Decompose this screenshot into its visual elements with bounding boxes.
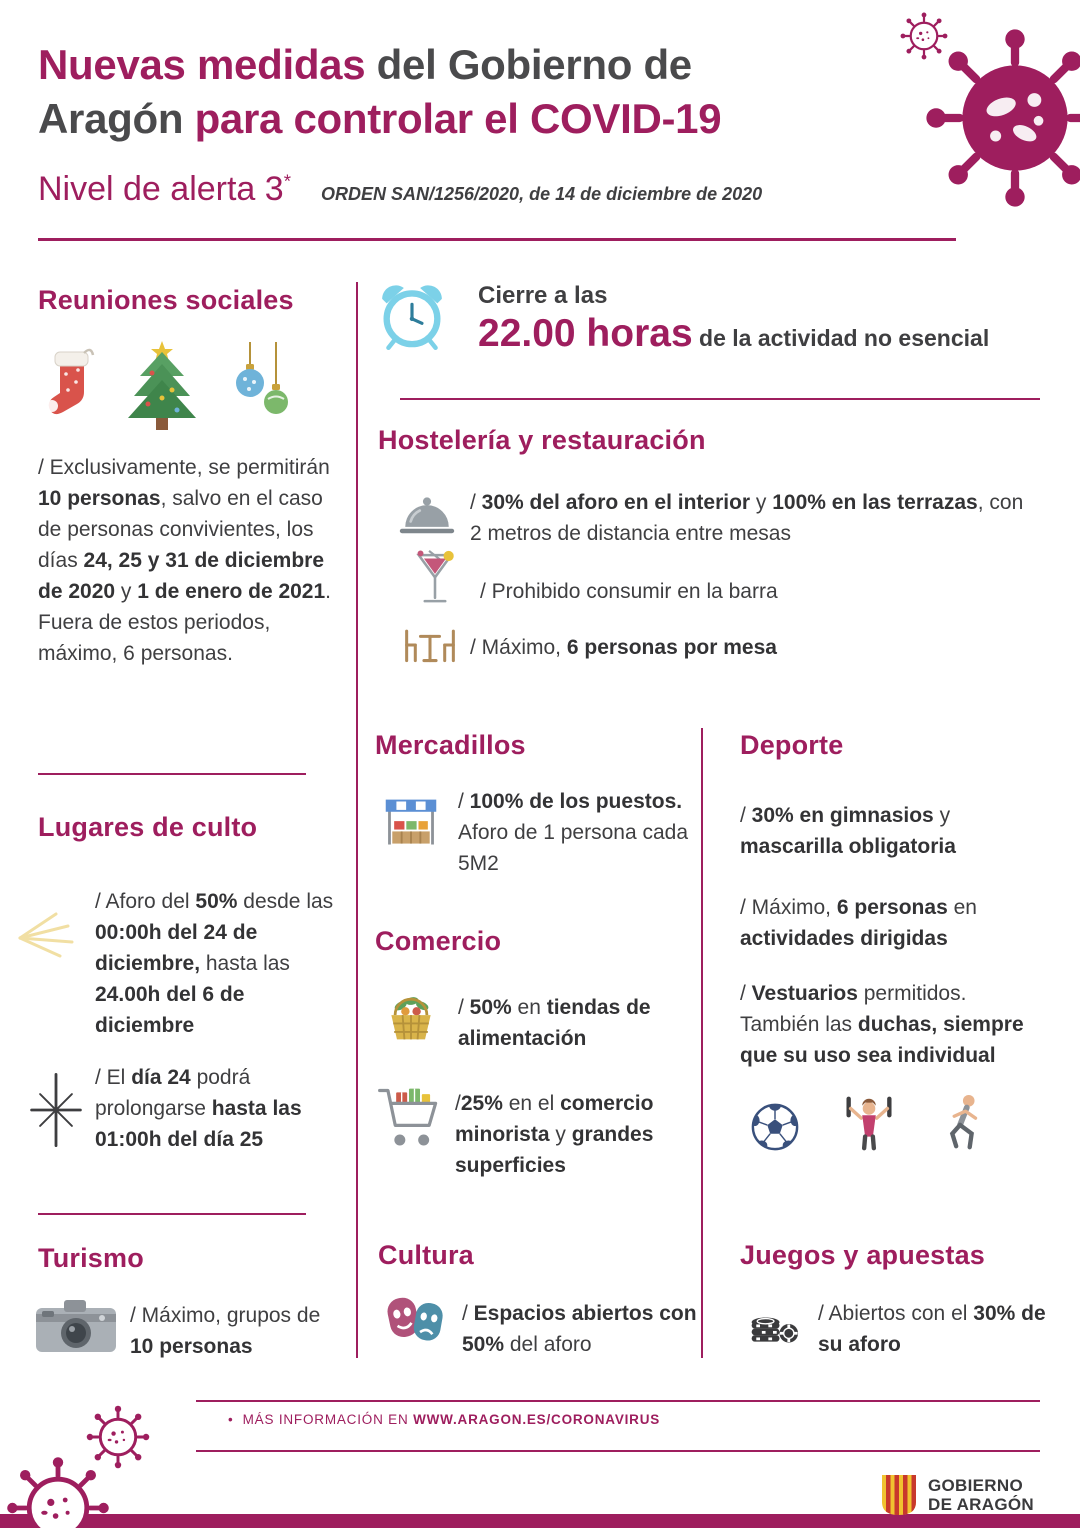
section-title-juegos: Juegos y apuestas [740,1240,986,1270]
virus-icon [925,28,1080,208]
logo-line-1: GOBIERNO [928,1476,1023,1495]
closing-time-block [478,282,1048,356]
soccer-ball-icon [750,1102,800,1152]
column-divider-right [701,728,703,1358]
culto-item-1: / Aforo del 50% desde las 00:00h del 24 de diciembre, hasta las 24.00h del 6 de diciembre [95,890,334,1037]
culto-item-2: / El día 24 podrá prolongarse hasta las 01:00h del día 25 [95,1066,302,1151]
closing-divider [400,398,1040,400]
section-title-turismo: Turismo [38,1243,144,1273]
column-divider-left [356,282,358,1358]
section-title-cultura: Cultura [378,1240,474,1270]
hosteleria-item-1: / 30% del aforo en el interior y 100% en las terrazas, con 2 metros de distancia entre mesas [470,491,1024,545]
gobierno-aragon-logo [880,1474,1034,1516]
christmas-tree-icon [122,338,202,433]
deporte-item-2: / Máximo, 6 personas en actividades dirigidas [740,896,977,950]
closing-time: 22.00 horas [478,312,693,355]
hosteleria-item-3: / Máximo, 6 personas por mesa [470,636,777,659]
market-stall-icon [382,793,440,853]
footer-divider-bottom [196,1450,1040,1452]
theater-masks-icon [382,1292,448,1348]
virus-footer-large-icon [6,1456,110,1528]
left-divider-1 [38,773,306,775]
cocktail-glass-icon [412,548,458,610]
logo-text [928,1476,1034,1514]
bottom-bar [0,1514,1080,1528]
section-title-culto: Lugares de culto [38,812,258,842]
runner-icon [932,1092,990,1154]
shopping-cart-icon [376,1082,442,1154]
table-and-chairs-icon [398,622,462,668]
section-title-hosteleria: Hostelería y restauración [378,425,706,455]
star-sparkle-icon [26,1070,86,1150]
food-basket-icon [382,986,440,1046]
cultura-item-1: / Espacios abiertos con 50% del aforo [462,1302,697,1356]
reuniones-body: / Exclusivamente, se permitirán 10 personas, salvo en el caso de personas convivientes, los días 24, 25 y 31 de diciembre de 2020 y 1 de enero de 2021. Fuera de estos periodos, máximo, 6 personas. [38,456,332,665]
christmas-ornaments-icon [222,338,297,433]
footer-info: • MÁS INFORMACIÓN EN WWW.ARAGON.ES/CORONAVIRUS [228,1412,661,1427]
serving-dome-icon [398,492,456,540]
weightlifter-icon [838,1092,900,1154]
order-reference: ORDEN SAN/1256/2020, de 14 de diciembre de 2020 [320,184,763,204]
aragon-coat-of-arms-icon [880,1474,918,1516]
comercio-item-1: / 50% en tiendas de alimentación [458,996,651,1050]
page-title: Nuevas medidas del Gobierno de Aragón para controlar el COVID-19 [38,41,722,142]
footer-divider-top [196,1400,1040,1402]
left-divider-2 [38,1213,306,1215]
camera-icon [34,1296,118,1358]
alarm-clock-icon [374,278,450,356]
poker-chips-icon [744,1298,802,1350]
closing-line-2 [478,312,1048,356]
alert-level-row [38,170,938,209]
juegos-item-1: / Abiertos con el 30% de su aforo [818,1302,1046,1356]
alert-level: Nivel de alerta 3* [38,170,291,208]
logo-line-2: DE ARAGÓN [928,1495,1034,1514]
mercadillos-item-1: / 100% de los puestos. Aforo de 1 persona cada 5M2 [458,790,688,875]
alert-asterisk: * [283,170,291,192]
section-title-mercadillos: Mercadillos [375,730,526,760]
section-title-reuniones: Reuniones sociales [38,285,294,315]
section-title-deporte: Deporte [740,730,844,760]
turismo-item-1: / Máximo, grupos de 10 personas [130,1304,321,1358]
deporte-item-1: / 30% en gimnasios y mascarilla obligatoria [740,804,956,858]
sun-rays-icon [14,906,94,966]
deporte-item-3: / Vestuarios permitidos. También las duchas, siempre que su uso sea individual [740,982,1024,1067]
closing-suffix: de la actividad no esencial [692,325,990,351]
header-divider [38,238,956,241]
christmas-stocking-icon [38,342,108,437]
hosteleria-item-2: / Prohibido consumir en la barra [480,580,778,603]
section-title-comercio: Comercio [375,926,502,956]
comercio-item-2: /25% en el comercio minorista y grandes superficies [455,1092,654,1177]
closing-line-1: Cierre a las [478,282,608,309]
